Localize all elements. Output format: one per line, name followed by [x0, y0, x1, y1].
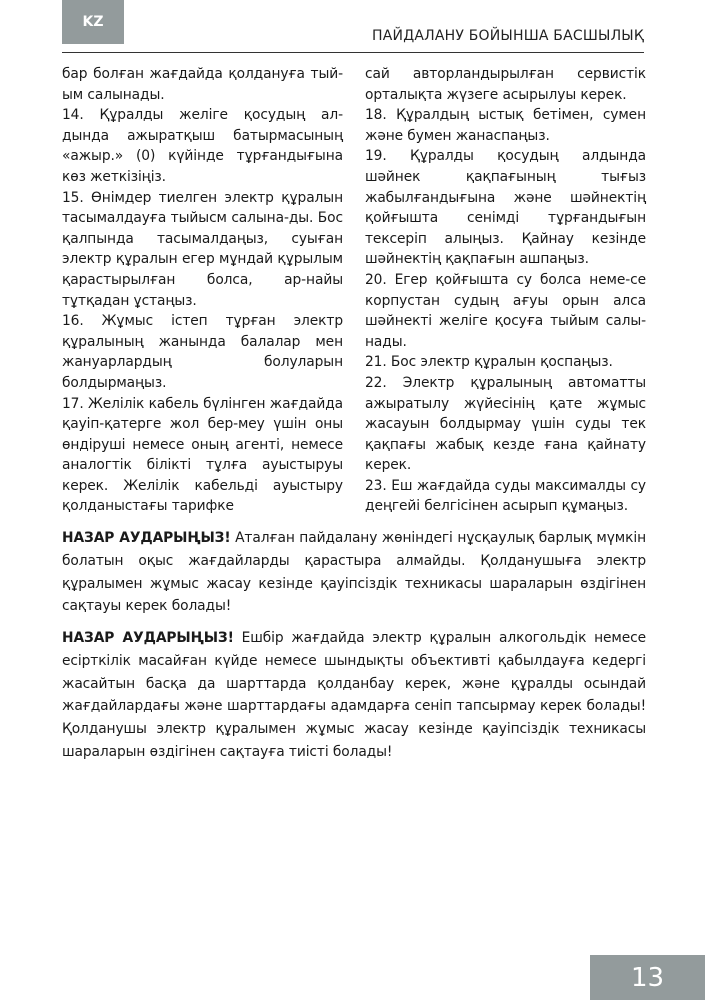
instruction-item-17: 17. Желілік кабель бүлінген жағдайда қауіп-қатерге жол бер-меу үшін оны өндіруші немесе оның агенті, немесе аналогтік білікті тұлға ауыстыруы керек. Желілік кабельді ауыстыру қолданыстағы тарифке: [62, 395, 343, 515]
instruction-item-20: 20. Егер қойғышта су болса неме-се корпустан судың ағуы орын алса шәйнекті желіге қосуға тыйым салы-нады.: [365, 271, 646, 350]
language-code: KZ: [82, 14, 104, 30]
instruction-item-23: 23. Еш жағдайда суды максималды су деңгейі белгісінен асырып құмаңыз.: [365, 477, 646, 515]
warning-heading: НАЗАР АУДАРЫҢЫЗ!: [62, 530, 231, 546]
page-header-title: ПАЙДАЛАНУ БОЙЫНША БАСШЫЛЫҚ: [372, 28, 644, 44]
instruction-columns: [62, 64, 646, 517]
instruction-item-22: 22. Электр құралының автоматты ажыратылу жүйесінің қате жұмыс жасауын болдырмау үшін суды тек қақпағы жабық кезде ғана қайнату керек.: [365, 374, 646, 474]
instruction-paragraph: бар болған жағдайда қолдануға тый-ым салынады.: [62, 66, 343, 103]
instruction-item-15: 15. Өнімдер тиелген электр құралын тасымалдауға тыйысм салына-ды. Бос қалпында тасымалдаңыз, суыған электр құралын егер мұндай құрылым қарастырылған болса, ар-найы тұтқадан ұстаңыз.: [62, 189, 343, 309]
instruction-item-21: 21. Бос электр құралын қоспаңыз.: [365, 354, 613, 371]
instruction-item-14: 14. Құралды желіге қосудың ал-дында ажыратқыш батырмасының «ажыр.» (0) күйінде тұрғандығына көз жеткізіңіз.: [62, 107, 343, 185]
instruction-item-16: 16. Жұмыс істеп тұрған электр құралының жанында балалар мен жануарлардың болуларын болдырмаңыз.: [62, 313, 343, 391]
warning-heading: НАЗАР АУДАРЫҢЫЗ!: [62, 630, 234, 646]
instruction-item-19: 19. Құралды қосудың алдында шәйнек қақпағының тығыз жабылғандығына және шәйнектің қойғышта сенімді тұрғандығын тексеріп алыңыз. Қайнау кезінде шәйнектің қақпағын ашпаңыз.: [365, 148, 646, 268]
right-column: [365, 64, 646, 517]
left-column: [62, 64, 343, 517]
instruction-item-18: 18. Құралдың ыстық бетімен, сумен және бумен жанаспаңыз.: [365, 107, 646, 144]
warning-notice: [62, 527, 646, 618]
instruction-paragraph: сай авторландырылған сервистік орталықта жүзеге асырылуы керек.: [365, 66, 646, 103]
page-number: 13: [630, 962, 665, 993]
warning-notice: [62, 627, 646, 764]
warning-text: Аталған пайдалану жөніндегі нұсқаулық барлық мүмкін болатын оқыс жағдайларды қарастыра алмайды. Қолданушыға электр құралымен жұмыс жасау кезінде қауіпсіздік техникасы шараларын өздігінен сақтауы керек болады!: [62, 530, 646, 615]
warning-text: Ешбір жағдайда электр құралын алкогольдік немесе есірткілік масайған күйде немесе шындықты объективті қабылдауға кедергі жасайтын басқа да шарттарда қолданбау керек, және құралды осындай жағдайлардағы және шарттардағы адамдарға сеніп тапсырмау керек болады! Қолданушы электр құралымен жұмыс жасау кезінде қауіпсіздік техникасы шараларын өздігінен сақтауға тиісті болады!: [62, 630, 646, 760]
header-divider: [62, 52, 644, 53]
page-number-box: [590, 955, 705, 1000]
language-tab: [62, 0, 124, 44]
